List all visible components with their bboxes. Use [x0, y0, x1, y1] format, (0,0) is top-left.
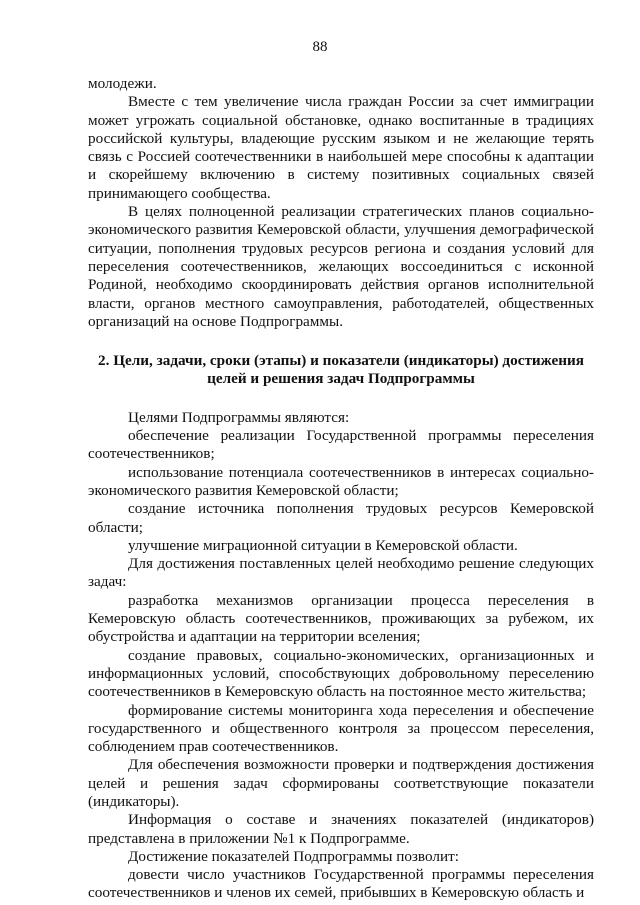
paragraph: В целях полноценной реализации стратегических планов социально-экономического развития Кемеровской области, улучшения демографической ситуации, пополнения трудовых ресурсов региона и создания условий для переселения соотечественников, желающих воссоединиться с исконной Родиной, необходимо скоординировать действия органов исполнительной власти, органов местного самоуправления, работодателей, общественных организаций на основе Подпрограммы.	[88, 203, 594, 330]
paragraph: создание правовых, социально-экономических, организационных и информационных условий, способствующих добровольному переселению соотечественников в Кемеровскую область на постоянное место жительства;	[88, 646, 594, 701]
paragraph: использование потенциала соотечественников в интересах социально-экономического развития Кемеровской области;	[88, 463, 594, 499]
paragraph: Достижение показателей Подпрограммы позволит:	[128, 847, 459, 865]
paragraph: Для достижения поставленных целей необходимо решение следующих задач:	[88, 555, 594, 591]
paragraph: Информация о составе и значениях показателей (индикаторов) представлена в приложении №1 к Подпрограмме.	[88, 811, 594, 847]
paragraph: молодежи.	[88, 75, 157, 92]
paragraph: Вместе с тем увеличение числа граждан России за счет иммиграции может угрожать социальной обстановке, однако воспитанные в традициях российской культуры, владеющие русским языком и не желающие терять связь с Россией соотечественники в наибольшей мере способны к адаптации и скорейшему включению в систему позитивных социальных связей принимающего сообщества.	[88, 93, 594, 202]
paragraph: создание источника пополнения трудовых ресурсов Кемеровской области;	[88, 500, 594, 536]
paragraph: формирование системы мониторинга хода переселения и обеспечение государственного и общественного контроля за процессом переселения, соблюдением прав соотечественников.	[88, 701, 594, 756]
page-number: 88	[312, 39, 328, 55]
section-heading: 2. Цели, задачи, сроки (этапы) и показатели (индикаторы) достижения целей и решения задач Подпрограммы	[98, 352, 584, 388]
paragraph: улучшение миграционной ситуации в Кемеровской области.	[128, 536, 518, 554]
paragraph: Целями Подпрограммы являются:	[128, 408, 350, 426]
paragraph: довести число участников Государственной программы переселения соотечественников и членов их семей, прибывших в Кемеровскую область и	[88, 866, 594, 902]
paragraph: обеспечение реализации Государственной программы переселения соотечественников;	[88, 427, 594, 463]
paragraph: разработка механизмов организации процесса переселения в Кемеровскую область соотечественников, проживающих за рубежом, их обустройства и адаптации на территории вселения;	[88, 591, 594, 646]
paragraph: Для обеспечения возможности проверки и подтверждения достижения целей и решения задач сформированы соответствующие показатели (индикаторы).	[88, 756, 594, 810]
page-content	[88, 75, 594, 903]
